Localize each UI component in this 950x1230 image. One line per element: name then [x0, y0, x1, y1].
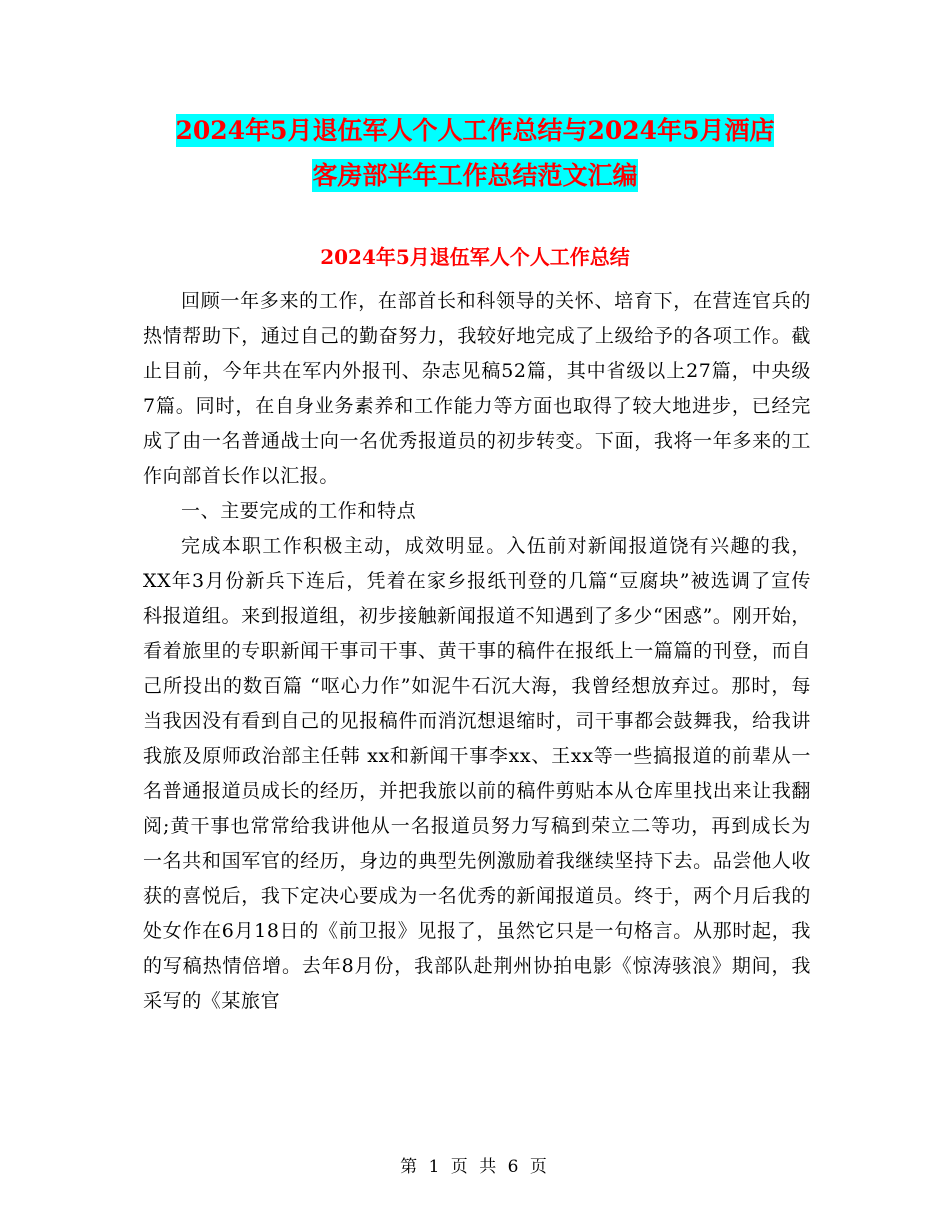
page-footer: 第 1 页 共 6 页 — [400, 1157, 550, 1177]
paragraph-heading: 一、主要完成的工作和特点 — [181, 500, 417, 522]
title-line-1: 2024年5月退伍军人个人工作总结与2024年5月酒店 — [175, 116, 775, 145]
section-title: 2024年5月退伍军人个人工作总结 — [320, 245, 630, 269]
paragraph-main: 完成本职工作积极主动，成效明显。入伍前对新闻报道饶有兴趣的我，XX年3月份新兵下连后，凭着在家乡报纸刊登的几篇“豆腐块”被选调了宣传科报道组。来到报道组，初步接触新闻报道不知遇到了多少“困惑”。刚开始，看着旅里的专职新闻干事司干事、黄干事的稿件在报纸上一篇篇的刊登，而自己所投出的数百篇 “呕心力作”如泥牛石沉大海，我曾经想放弃过。那时，每当我因没有看到自己的见报稿件而消沉想退缩时，司干事都会鼓舞我，给我讲我旅及原师政治部主任韩 xx和新闻干事李xx、王xx等一些搞报道的前辈从一名普通报道员成长的经历，并把我旅以前的稿件剪贴本从仓库里找出来让我翻阅;黄干事也常常给我讲他从一名报道员努力写稿到荣立二等功，再到成长为一名共和国军官的经历，身边的典型先例激励着我继续坚持下去。品尝他人收获的喜悦后，我下定决心要成为一名优秀的新闻报道员。终于，两个月后我的处女作在6月18日的《前卫报》见报了，虽然它只是一句格言。从那时起，我的写稿热情倍增。去年8月份，我部队赴荆州协拍电影《惊涛骇浪》期间，我采写的《某旅官 — [143, 535, 811, 1012]
document-body — [143, 284, 811, 1019]
document-title — [100, 108, 850, 198]
title-line-2: 客房部半年工作总结范文汇编 — [312, 161, 638, 190]
paragraph-intro: 回顾一年多来的工作，在部首长和科领导的关怀、培育下，在营连官兵的热情帮助下，通过自己的勤奋努力，我较好地完成了上级给予的各项工作。截止目前，今年共在军内外报刊、杂志见稿52篇，其中省级以上27篇，中央级7篇。同时，在自身业务素养和工作能力等方面也取得了较大地进步，已经完成了由一名普通战士向一名优秀报道员的初步转变。下面，我将一年多来的工作向部首长作以汇报。 — [143, 290, 811, 487]
